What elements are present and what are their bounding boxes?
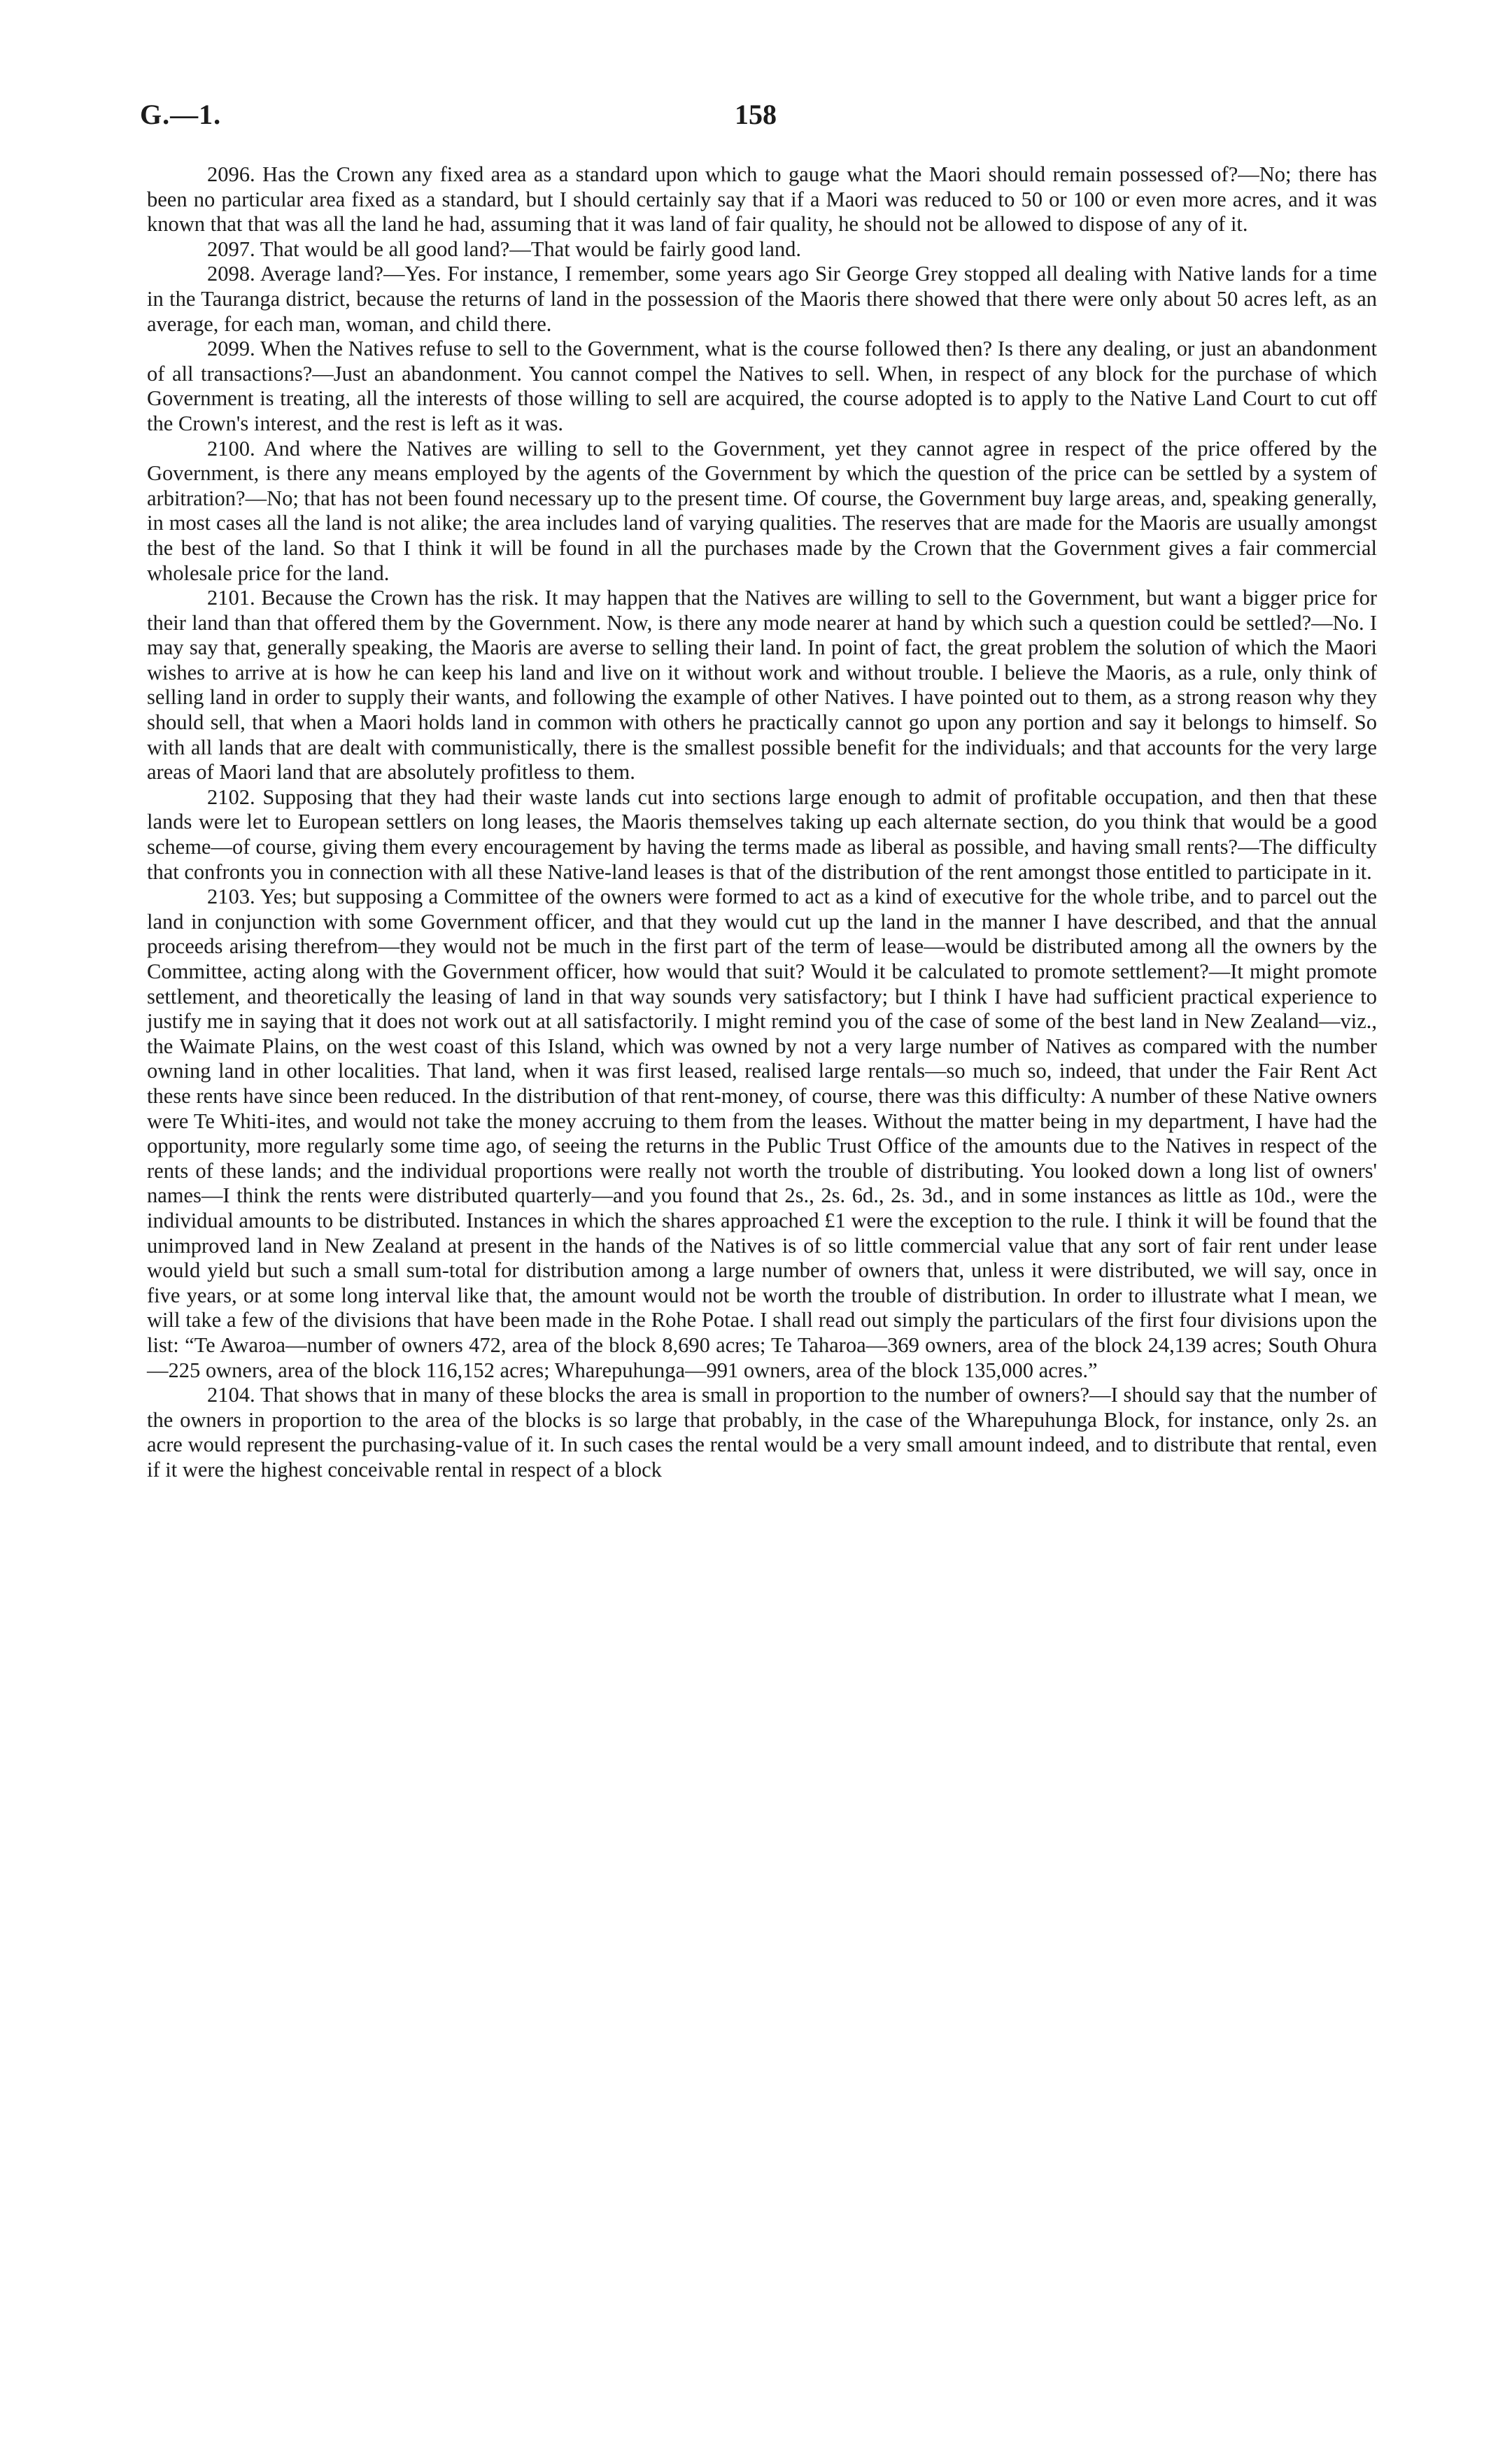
paragraph-2104: 2104. That shows that in many of these blocks the area is small in proportion to the number of owners?—I should say that the number of the owners in proportion to the area of the blocks is so large that probably, in the case of the Wharepuhunga Block, for instance, only 2s. an acre would represent the purchasing-value of it. In such cases the rental would be a very small amount indeed, and to distribute that rental, even if it were the highest conceivable rental in respect of a block: [147, 1383, 1377, 1482]
paragraph-2102: 2102. Supposing that they had their waste lands cut into sections large enough to admit of profitable occupation, and then that these lands were let to European settlers on long leases, the Maoris themselves taking up each alternate section, do you think that would be a good scheme—of course, giving them every encouragement by having the terms made as liberal as possible, and having small rents?—The difficulty that confronts you in connection with all these Native-land leases is that of the distribution of the rent amongst those entitled to participate in it.: [147, 785, 1377, 884]
paragraph-2100: 2100. And where the Natives are willing to sell to the Government, yet they cannot agree in respect of the price offered by the Government, is there any means employed by the agents of the Government by which the question of the price can be settled by a system of arbitration?—No; that has not been found necessary up to the present time. Of course, the Government buy large areas, and, speaking generally, in most cases all the land is not alike; the area includes land of varying qualities. The reserves that are made for the Maoris are usually amongst the best of the land. So that I think it will be found in all the purchases made by the Crown that the Government gives a fair commercial wholesale price for the land.: [147, 436, 1377, 585]
paragraph-2099: 2099. When the Natives refuse to sell to the Government, what is the course followed then? Is there any dealing, or just an abandonment of all transactions?—Just an abandonment. You cannot compel the Natives to sell. When, in respect of any block for the purchase of which Government is treating, all the interests of those willing to sell are acquired, the course adopted is to apply to the Native Land Court to cut off the Crown's interest, and the rest is left as it was.: [147, 337, 1377, 435]
page-header: [140, 98, 1371, 140]
paragraph-2098: 2098. Average land?—Yes. For instance, I remember, some years ago Sir George Grey stopped all dealing with Native lands for a time in the Tauranga district, because the returns of land in the possession of the Maoris there showed that there were only about 50 acres left, as an average, for each man, woman, and child there.: [147, 262, 1377, 336]
document-reference: G.—1.: [140, 99, 222, 130]
document-body: [147, 162, 1377, 1482]
paragraph-2096: 2096. Has the Crown any fixed area as a standard upon which to gauge what the Maori should remain possessed of?—No; there has been no particular area fixed as a standard, but I should certainly say that if a Maori was reduced to 50 or 100 or even more acres, and it was known that that was all the land he had, assuming that it was land of fair quality, he should not be allowed to dispose of any of it.: [147, 162, 1377, 237]
paragraph-2097: 2097. That would be all good land?—That would be fairly good land.: [207, 237, 802, 261]
paragraph-2103: 2103. Yes; but supposing a Committee of the owners were formed to act as a kind of executive for the whole tribe, and to parcel out the land in conjunction with some Government officer, and that they would cut up the land in the manner I have described, and that the annual proceeds arising therefrom—they would not be much in the first part of the term of lease—would be distributed among all the owners by the Committee, acting along with the Government officer, how would that suit? Would it be calculated to promote settlement?—It might promote settlement, and theoretically the leasing of land in that way sounds very satisfactory; but I think I have had sufficient practical experience to justify me in saying that it does not work out at all satisfactorily. I might remind you of the case of some of the best land in New Zealand—viz., the Waimate Plains, on the west coast of this Island, which was owned by not a very large number of Natives as compared with the number owning land in other localities. That land, when it was first leased, realised large rentals—so much so, indeed, that under the Fair Rent Act these rents have since been reduced. In the distribution of that rent-money, of course, there was this difficulty: A number of these Native owners were Te Whiti-ites, and would not take the money accruing to them from the leases. Without the matter being in my department, I have had the opportunity, more regularly some time ago, of seeing the returns in the Public Trust Office of the amounts due to the Natives in respect of the rents of these lands; and the individual proportions were really not worth the trouble of distributing. You looked down a long list of owners' names—I think the rents were distributed quarterly—and you found that 2s., 2s. 6d., 2s. 3d., and in some instances as little as 10d., were the individual amounts to be distributed. Instances in which the shares approached £1 were the exception to the rule. I think it will be found that the unimproved land in New Zealand at present in the hands of the Natives is of so little commercial value that any sort of fair rent under lease would yield but such a small sum-total for distribution among a large number of owners that, unless it were distributed, we will say, once in five years, or at some long interval like that, the amount would not be worth the trouble of distribution. In order to illustrate what I mean, we will take a few of the divisions that have been made in the Rohe Potae. I shall read out simply the particulars of the first four divisions upon the list: “Te Awaroa—number of owners 472, area of the block 8,690 acres; Te Taharoa—369 owners, area of the block 24,139 acres; South Ohura—225 owners, area of the block 116,152 acres; Wharepuhunga—991 owners, area of the block 135,000 acres.”: [147, 885, 1377, 1382]
page-number: 158: [735, 99, 777, 130]
paragraph-2101: 2101. Because the Crown has the risk. It may happen that the Natives are willing to sell to the Government, but want a bigger price for their land than that offered them by the Government. Now, is there any mode nearer at hand by which such a question could be settled?—No. I may say that, generally speaking, the Maoris are averse to selling their land. In point of fact, the great problem the solution of which the Maori wishes to arrive at is how he can keep his land and live on it without work and without trouble. I believe the Maoris, as a rule, only think of selling land in order to supply their wants, and following the example of other Natives. I have pointed out to them, as a strong reason why they should sell, that when a Maori holds land in common with others he practically cannot go upon any portion and say it belongs to himself. So with all lands that are dealt with communistically, there is the smallest possible benefit for the individuals; and that accounts for the very large areas of Maori land that are absolutely profitless to them.: [147, 586, 1377, 785]
